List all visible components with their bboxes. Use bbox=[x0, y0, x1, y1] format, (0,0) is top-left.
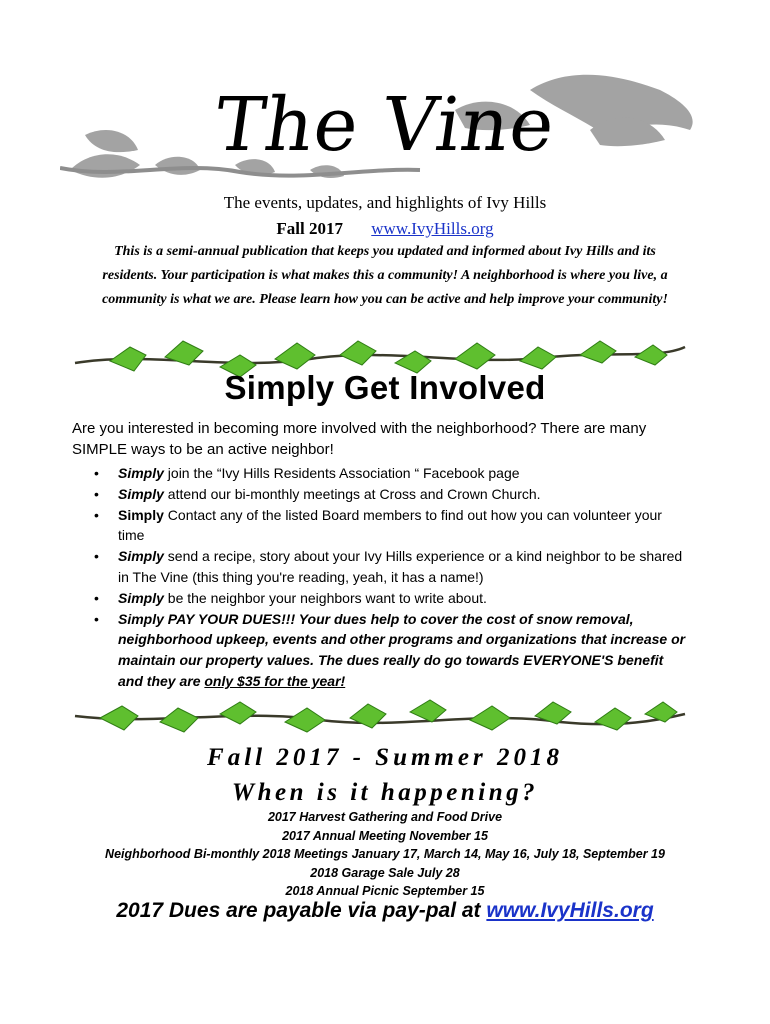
schedule-subtitle: When is it happening? bbox=[231, 779, 539, 806]
list-item-dues bbox=[88, 609, 688, 692]
issue-line bbox=[0, 219, 770, 239]
list-item bbox=[88, 588, 688, 609]
item-text: Contact any of the listed Board members to find out how you can volunteer your time bbox=[118, 506, 662, 544]
issue-label: Fall 2017 bbox=[276, 219, 344, 238]
website-link[interactable]: www.IvyHills.org bbox=[371, 219, 494, 238]
keyword: Simply bbox=[118, 506, 164, 523]
item-text: attend our bi-monthly meetings at Cross and Crown Church. bbox=[163, 485, 541, 502]
list-item bbox=[88, 546, 688, 588]
item-text: send a recipe, story about your Ivy Hills experience or a kind neighbor to be shared in The Vine (this thing you're reading, yeah, it has a name!) bbox=[118, 548, 683, 585]
dues-amount: only $35 for the year! bbox=[204, 672, 346, 689]
dues-footer bbox=[0, 899, 770, 923]
event-list bbox=[0, 808, 770, 901]
event-item: 2017 Harvest Gathering and Food Drive bbox=[267, 810, 503, 824]
list-item bbox=[88, 505, 688, 547]
keyword: Simply bbox=[118, 589, 164, 606]
keyword: Simply bbox=[118, 465, 164, 481]
keyword: Simply bbox=[118, 485, 164, 502]
keyword: Simply bbox=[118, 548, 164, 565]
ivy-vine-divider-icon bbox=[70, 692, 690, 740]
newsletter-title: The Vine bbox=[209, 82, 561, 168]
event-item: 2018 Garage Sale July 28 bbox=[310, 865, 460, 880]
schedule-title: Fall 2017 - Summer 2018 bbox=[207, 744, 563, 771]
lead-paragraph: Are you interested in becoming more involved with the neighborhood? There are many SIMPLE ways to be an active neighbor! bbox=[72, 420, 647, 458]
footer-website-link[interactable]: www.IvyHills.org bbox=[486, 899, 654, 922]
dues-text: Simply PAY YOUR DUES!!! Your dues help to cover the cost of snow removal, neighborhood upkeep, events and other programs and organizations that increase or maintain our property values. The dues really do go towards EVERYONE'S benefit and they are bbox=[118, 610, 686, 689]
section-heading: Simply Get Involved bbox=[224, 369, 546, 406]
tagline: The events, updates, and highlights of Ivy Hills bbox=[223, 193, 547, 212]
item-text: be the neighbor your neighbors want to write about. bbox=[163, 589, 487, 606]
involvement-list bbox=[88, 463, 688, 692]
list-item bbox=[88, 484, 688, 505]
footer-text: 2017 Dues are payable via pay-pal at bbox=[116, 899, 487, 922]
item-text: join the “Ivy Hills Residents Association “ Facebook page bbox=[163, 465, 520, 481]
event-item: 2017 Annual Meeting November 15 bbox=[282, 828, 488, 843]
list-item bbox=[88, 463, 688, 484]
event-item: 2018 Annual Picnic September 15 bbox=[285, 884, 485, 898]
intro-paragraph: This is a semi-annual publication that keeps you updated and informed about Ivy Hills and its residents. Your participation is what makes this a community! A neighborhood is where you live, a community is what we are. Please learn how you can be active and help improve your community! bbox=[102, 244, 668, 307]
event-item: Neighborhood Bi-monthly 2018 Meetings January 17, March 14, May 16, July 18, September 19 bbox=[105, 847, 665, 861]
